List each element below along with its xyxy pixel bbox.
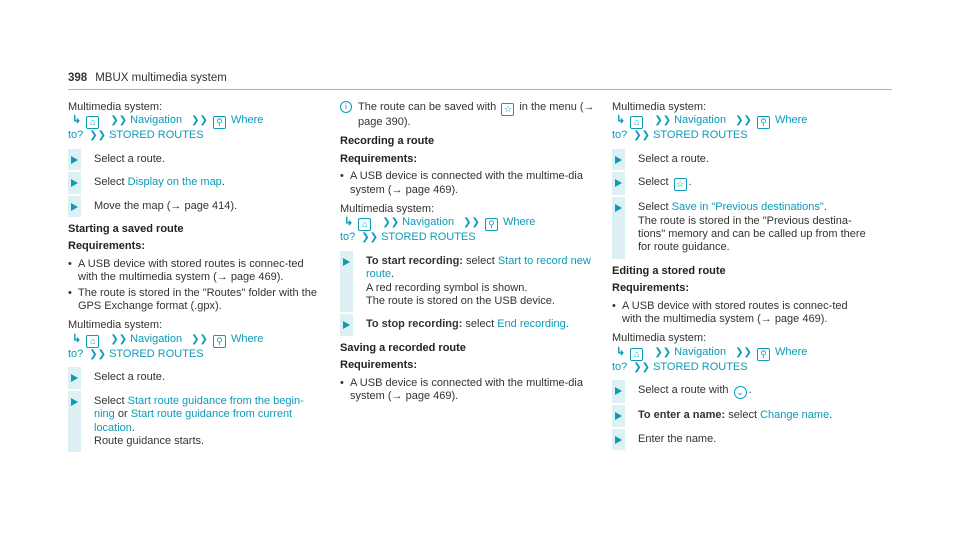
chevron-icon: ❯❯ bbox=[89, 348, 107, 360]
save-previous-destinations-link[interactable]: Save in "Previous destinations" bbox=[671, 201, 824, 214]
down-circle-icon[interactable]: ⌄ bbox=[734, 386, 747, 399]
step-text: A red recording symbol is shown. bbox=[366, 281, 528, 294]
step-text: Move the map (→ page 414). bbox=[94, 199, 238, 212]
chevron-icon: ❯❯ bbox=[382, 217, 400, 229]
column-1 bbox=[68, 101, 323, 458]
step: Select a route with ⌄ . bbox=[612, 384, 867, 399]
start-record-link[interactable]: Start to record new route bbox=[366, 254, 591, 281]
nav-path-3 bbox=[340, 203, 595, 245]
requirements-heading: Requirements: bbox=[340, 152, 418, 165]
chevron-icon: ❯❯ bbox=[654, 115, 672, 127]
search-icon[interactable]: ⚲ bbox=[757, 116, 770, 129]
nav-to[interactable]: to? bbox=[612, 360, 628, 373]
heading-saving-recorded-route: Saving a recorded route bbox=[340, 341, 466, 354]
step-text: Select bbox=[94, 394, 128, 407]
step-text: . bbox=[823, 201, 827, 214]
requirements-heading: Requirements: bbox=[612, 282, 690, 295]
step-text: Route guidance starts. bbox=[94, 434, 205, 447]
star-icon[interactable]: ☆ bbox=[501, 103, 514, 116]
step-text: select bbox=[725, 409, 761, 422]
search-icon[interactable]: ⚲ bbox=[485, 218, 498, 231]
nav-stored-routes[interactable]: STORED ROUTES bbox=[109, 347, 204, 360]
step-text: select bbox=[462, 318, 498, 331]
home-icon[interactable]: ⌂ bbox=[86, 335, 99, 348]
nav-where[interactable]: Where bbox=[502, 216, 536, 229]
nav-path-1 bbox=[68, 101, 323, 143]
chevron-icon: ❯❯ bbox=[110, 333, 128, 345]
step bbox=[612, 409, 867, 422]
nav-label: Multimedia system: bbox=[612, 101, 707, 113]
requirement-item: • A USB device with stored routes is connec-ted with the multimedia system (→ page 469). bbox=[612, 300, 867, 327]
step-text: Select a route. bbox=[638, 152, 709, 165]
nav-to[interactable]: to? bbox=[68, 347, 84, 360]
arrow-icon: ↳ bbox=[72, 114, 82, 127]
info-note bbox=[340, 101, 595, 129]
heading-editing-stored-route: Editing a stored route bbox=[612, 264, 726, 277]
change-name-link[interactable]: Change name bbox=[760, 409, 830, 422]
step-text: . bbox=[221, 176, 225, 189]
nav-where[interactable]: Where bbox=[230, 114, 264, 127]
step-text: The route is stored in the "Previous destina-tions" memory and can be called up from there for route guidance. bbox=[638, 214, 866, 254]
step bbox=[68, 176, 323, 189]
info-text: The route can be saved with bbox=[358, 101, 497, 113]
requirements-heading: Requirements: bbox=[340, 359, 418, 372]
nav-stored-routes[interactable]: STORED ROUTES bbox=[653, 360, 748, 373]
chevron-icon: ❯❯ bbox=[654, 346, 672, 358]
nav-label: Multimedia system: bbox=[612, 332, 707, 345]
step-label: To start recording: bbox=[366, 254, 463, 267]
step-text: . bbox=[131, 421, 135, 434]
display-on-map-link[interactable]: Display on the map bbox=[127, 176, 222, 189]
page-header bbox=[68, 72, 227, 84]
nav-path-5 bbox=[612, 332, 867, 374]
chevron-icon: ❯❯ bbox=[191, 333, 208, 345]
home-icon[interactable]: ⌂ bbox=[358, 218, 371, 231]
arrow-icon: ↳ bbox=[616, 114, 626, 127]
requirement-item: • A USB device is connected with the multime-dia system (→ page 469). bbox=[340, 377, 595, 404]
arrow-icon: ↳ bbox=[344, 216, 354, 229]
step-text: Select a route. bbox=[94, 371, 165, 384]
requirement-item: • The route is stored in the "Routes" folder with the GPS Exchange format (.gpx). bbox=[68, 287, 323, 314]
heading-starting-saved-route: Starting a saved route bbox=[68, 223, 184, 236]
heading-recording-route: Recording a route bbox=[340, 135, 435, 148]
step-text: Select bbox=[638, 201, 672, 214]
step-text: select bbox=[462, 254, 498, 267]
search-icon[interactable]: ⚲ bbox=[757, 348, 770, 361]
step bbox=[340, 255, 595, 309]
step-text: or bbox=[114, 408, 131, 421]
nav-navigation[interactable]: Navigation bbox=[130, 332, 183, 345]
step bbox=[612, 433, 867, 446]
header-divider bbox=[68, 89, 892, 90]
nav-where[interactable]: Where bbox=[774, 345, 808, 358]
step bbox=[68, 395, 323, 449]
step-text: . bbox=[565, 318, 569, 331]
arrow-icon: ↳ bbox=[72, 332, 82, 345]
step-text: Select bbox=[94, 176, 128, 189]
chevron-icon: ❯❯ bbox=[633, 130, 651, 142]
nav-navigation[interactable]: Navigation bbox=[674, 345, 727, 358]
requirement-item: • A USB device with stored routes is connec-ted with the multimedia system (→ page 469). bbox=[68, 258, 323, 285]
chevron-icon: ❯❯ bbox=[463, 217, 480, 229]
end-recording-link[interactable]: End recording bbox=[497, 318, 566, 331]
step-text: . bbox=[829, 409, 833, 422]
info-text: in the menu (→ page 390). bbox=[358, 101, 595, 128]
chevron-icon: ❯❯ bbox=[110, 115, 128, 127]
step bbox=[68, 371, 323, 384]
step-label: To enter a name: bbox=[638, 409, 726, 422]
step-text: The route is stored on the USB device. bbox=[366, 295, 555, 308]
search-icon[interactable]: ⚲ bbox=[213, 335, 226, 348]
start-from-beginning-link[interactable]: Start route guidance from the begin-ning bbox=[94, 394, 304, 421]
nav-where[interactable]: Where bbox=[774, 114, 808, 127]
arrow-icon: ↳ bbox=[616, 345, 626, 358]
column-3 bbox=[612, 101, 867, 456]
nav-navigation[interactable]: Navigation bbox=[674, 114, 727, 127]
step: Select ☆ . bbox=[612, 176, 867, 191]
step-text: Select bbox=[638, 176, 669, 189]
nav-label: Multimedia system: bbox=[68, 319, 163, 332]
requirements-heading: Requirements: bbox=[68, 240, 146, 253]
nav-to[interactable]: to? bbox=[612, 129, 628, 142]
chevron-icon: ❯❯ bbox=[191, 115, 208, 127]
nav-to[interactable]: to? bbox=[68, 129, 84, 142]
step bbox=[68, 153, 323, 166]
home-icon[interactable]: ⌂ bbox=[630, 116, 643, 129]
nav-navigation[interactable]: Navigation bbox=[402, 216, 455, 229]
nav-label: Multimedia system: bbox=[340, 203, 435, 216]
nav-path-2 bbox=[68, 319, 323, 361]
nav-navigation[interactable]: Navigation bbox=[130, 114, 183, 127]
step-text: Select a route. bbox=[94, 152, 165, 165]
step bbox=[612, 153, 867, 166]
info-icon: i bbox=[340, 101, 352, 113]
step bbox=[340, 318, 595, 331]
column-2 bbox=[340, 101, 595, 406]
home-icon[interactable]: ⌂ bbox=[630, 348, 643, 361]
chevron-icon: ❯❯ bbox=[633, 361, 651, 373]
nav-stored-routes[interactable]: STORED ROUTES bbox=[653, 129, 748, 142]
step bbox=[68, 200, 323, 213]
nav-stored-routes[interactable]: STORED ROUTES bbox=[109, 129, 204, 142]
home-icon[interactable]: ⌂ bbox=[86, 116, 99, 129]
star-icon[interactable]: ☆ bbox=[674, 178, 687, 191]
requirement-item: • A USB device is connected with the multime-dia system (→ page 469). bbox=[340, 170, 595, 197]
step-text: Select a route with bbox=[638, 384, 729, 397]
step-text: Enter the name. bbox=[638, 432, 717, 445]
chevron-icon: ❯❯ bbox=[735, 115, 752, 127]
page-number: 398 bbox=[68, 72, 88, 84]
nav-path-4 bbox=[612, 101, 867, 143]
nav-to[interactable]: to? bbox=[340, 231, 356, 244]
step-text: . bbox=[391, 268, 395, 281]
nav-stored-routes[interactable]: STORED ROUTES bbox=[381, 231, 476, 244]
start-from-current-location-link[interactable]: Start route guidance from current location bbox=[94, 408, 293, 434]
chevron-icon: ❯❯ bbox=[361, 232, 379, 244]
search-icon[interactable]: ⚲ bbox=[213, 116, 226, 129]
step-label: To stop recording: bbox=[366, 318, 463, 331]
nav-where[interactable]: Where bbox=[230, 332, 264, 345]
chevron-icon: ❯❯ bbox=[735, 346, 752, 358]
chevron-icon: ❯❯ bbox=[89, 130, 107, 142]
page-title: MBUX multimedia system bbox=[95, 72, 227, 84]
step bbox=[612, 201, 867, 255]
nav-label: Multimedia system: bbox=[68, 101, 163, 113]
